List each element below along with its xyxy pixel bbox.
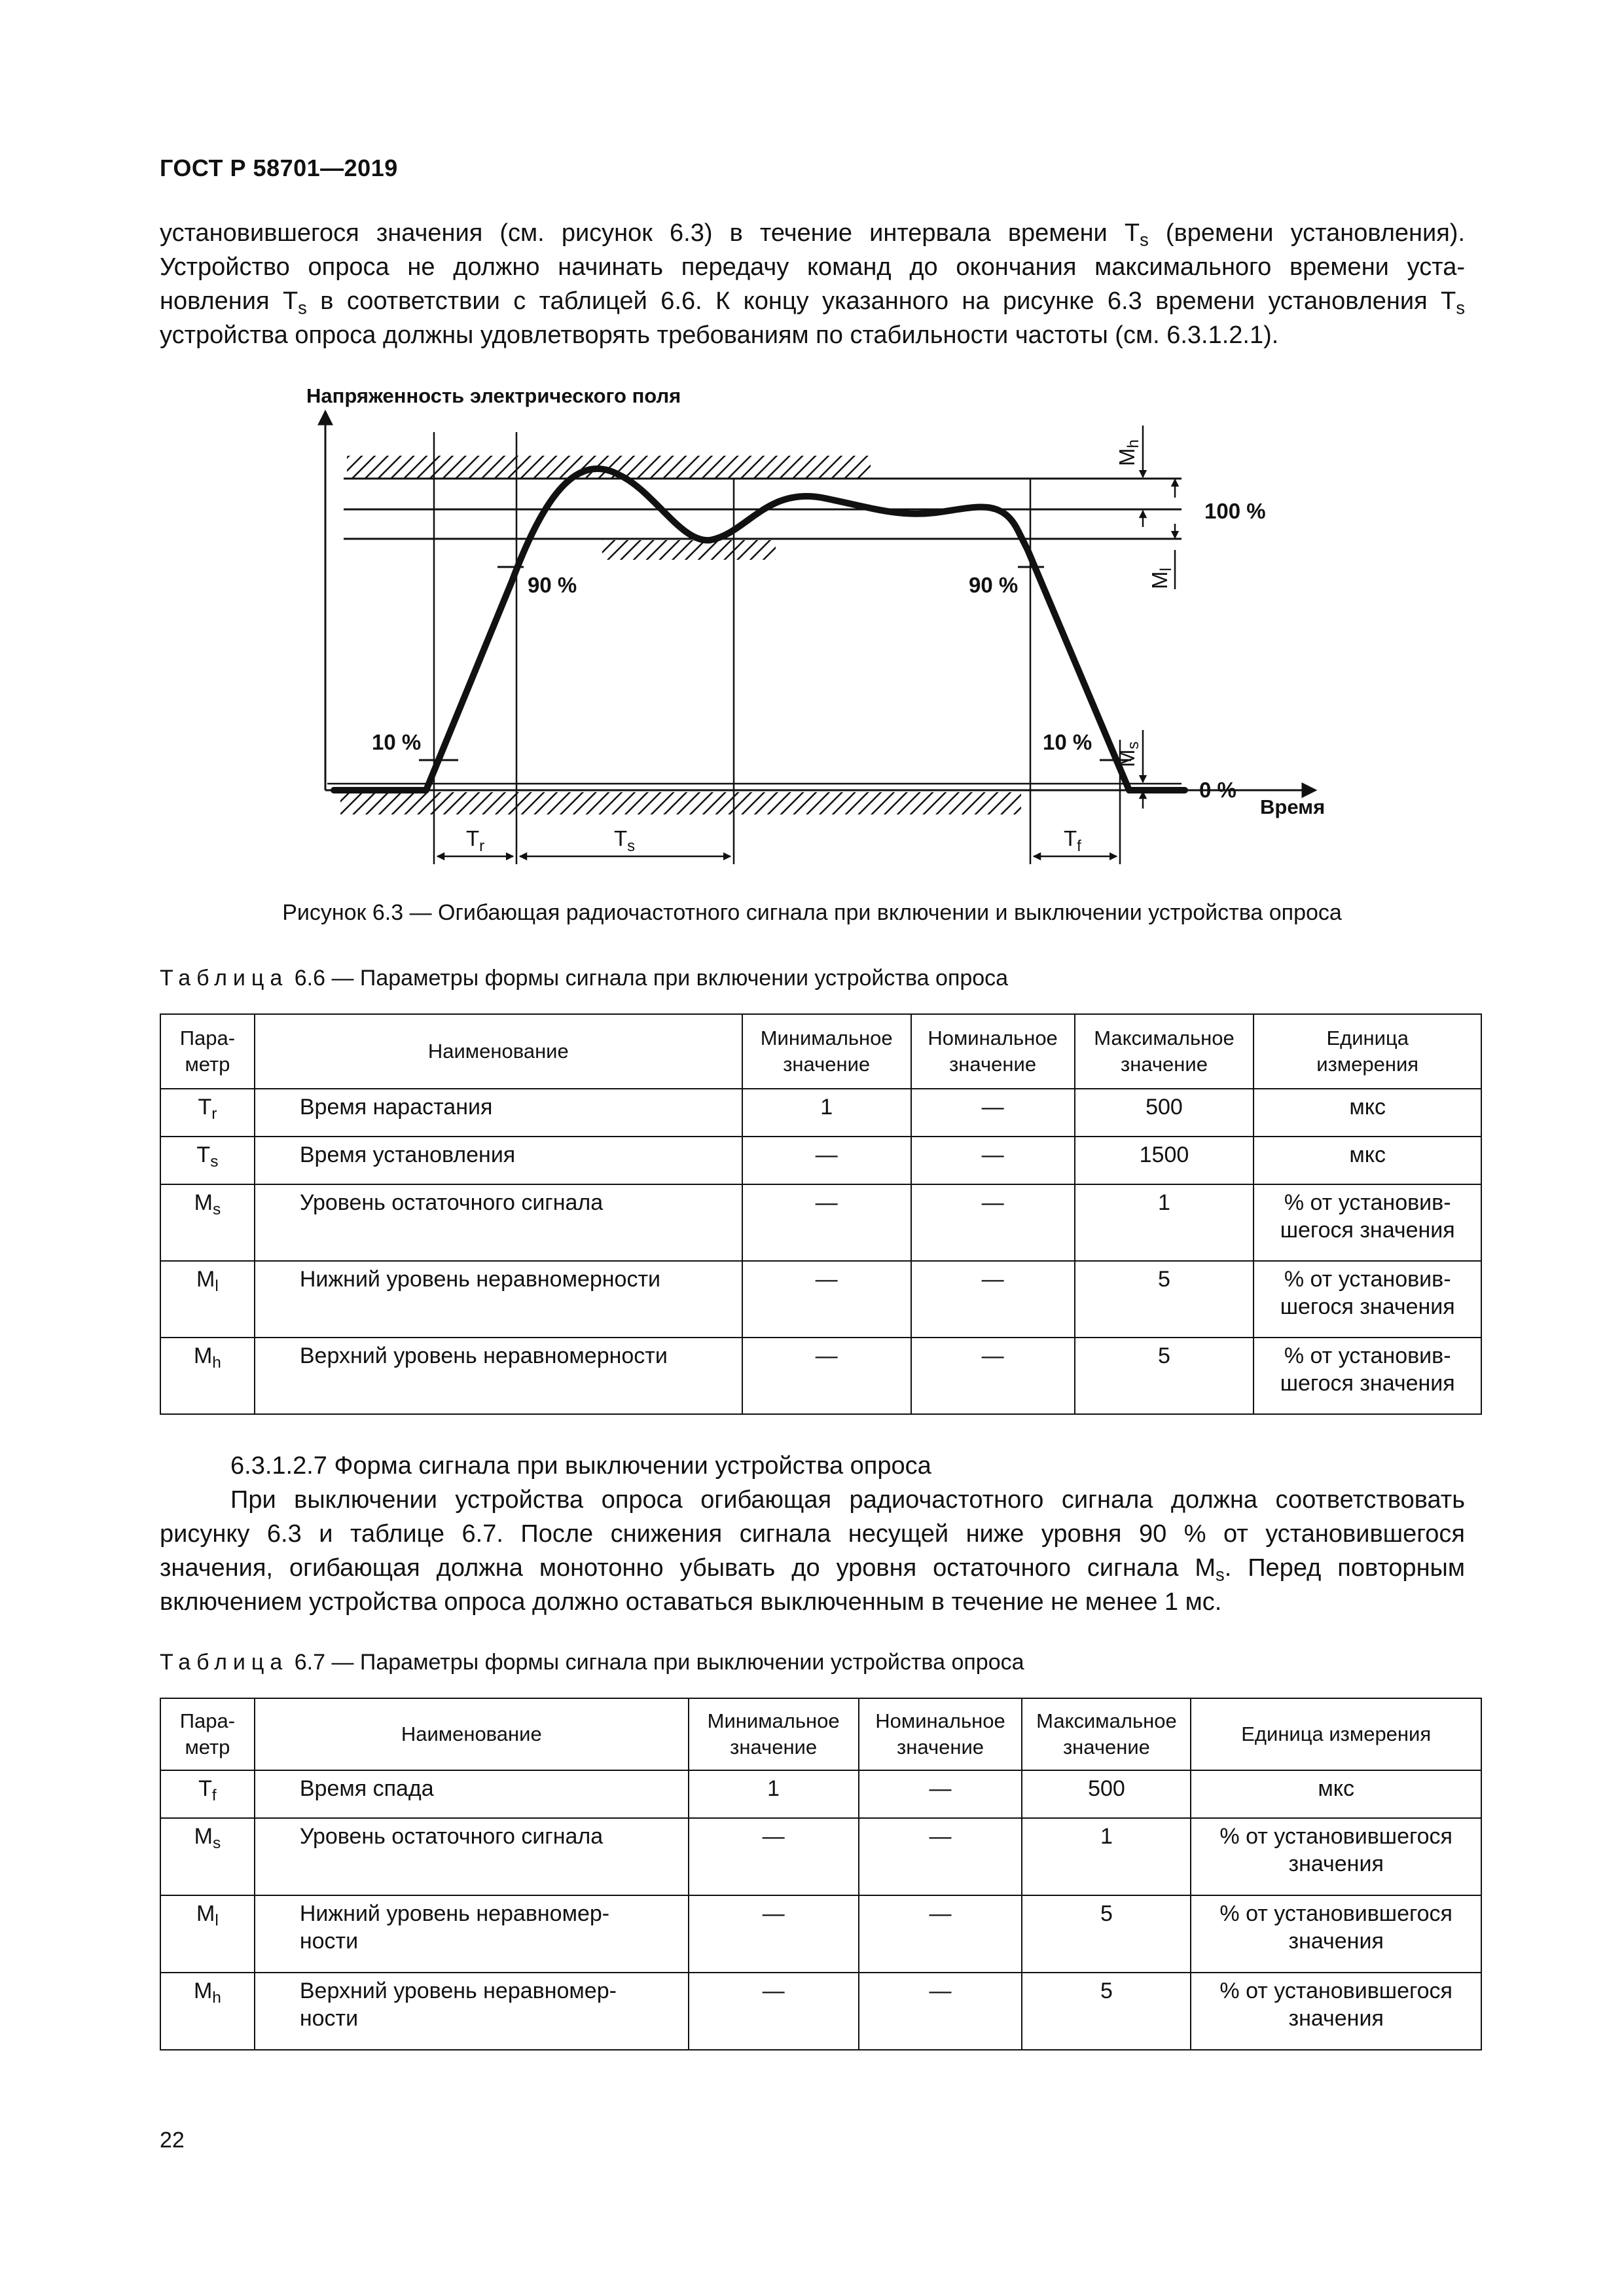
unit-cell: % от установившегося значения: [1191, 1895, 1481, 1973]
intro-line-3: новления $T_s$ в соответствии с таблицей 6.6. К концу указанного на рисунке 6.3 времени установления $T_s$: [160, 287, 1465, 318]
label-90-rise: 90 %: [528, 573, 577, 597]
unit-cell: мкс: [1254, 1137, 1481, 1184]
upper-limit-hatch: [347, 456, 871, 478]
section-6-3-1-2-7: [160, 1449, 1465, 1619]
table-66-title: Таблица 6.6 — Параметры формы сигнала при включении устройства опроса: [160, 966, 1009, 991]
intro-line-1: установившегося значения (см. рисунок 6.3) в течение интервала времени $T_s$ (времени установления).: [160, 219, 1465, 250]
max-cell: 500: [1022, 1770, 1191, 1818]
name-cell: Уровень остаточного сигнала: [255, 1184, 742, 1261]
param-cell: $M_s$: [160, 1818, 255, 1895]
max-cell: 1: [1075, 1184, 1254, 1261]
section-line-2: рисунку 6.3 и таблице 6.7. После снижения сигнала несущей ниже уровня 90 % от установившегося: [160, 1520, 1465, 1548]
col-nom: Номинальное значение: [911, 1014, 1075, 1089]
label-10-rise: 10 %: [372, 730, 422, 754]
page-header: ГОСТ Р 58701—2019: [160, 155, 398, 181]
table-67: [160, 1698, 1482, 2050]
unit-cell: мкс: [1254, 1089, 1481, 1137]
min-cell: —: [742, 1338, 911, 1414]
col-min: Минимальное значение: [689, 1698, 859, 1770]
rf-envelope-figure: [0, 0, 1624, 890]
label-0: 0 %: [1199, 778, 1236, 802]
col-unit: Единица измерения: [1254, 1014, 1481, 1089]
ts-label: $T_s$: [614, 826, 636, 855]
nom-cell: —: [859, 1895, 1022, 1973]
table-row: [160, 1338, 1481, 1414]
col-name: Наименование: [255, 1014, 742, 1089]
col-max: Максимальное значение: [1075, 1014, 1254, 1089]
figure-caption: Рисунок 6.3 — Огибающая радиочастотного сигнала при включении и выключении устройства опроса: [282, 900, 1342, 925]
max-cell: 5: [1075, 1338, 1254, 1414]
section-line-1: При выключении устройства опроса огибающая радиочастотного сигнала должна соответствовать: [230, 1486, 1465, 1514]
table-row: [160, 1895, 1481, 1973]
max-cell: 5: [1022, 1973, 1191, 2050]
table-row: [160, 1818, 1481, 1895]
max-cell: 5: [1075, 1261, 1254, 1338]
tr-label: $T_r$: [466, 826, 485, 855]
intro-line-2: Устройство опроса не должно начинать передачу команд до окончания максимального времени уста-: [160, 253, 1465, 281]
table-67-header-row: [160, 1698, 1481, 1770]
min-cell: 1: [689, 1770, 859, 1818]
name-cell: Время нарастания: [255, 1089, 742, 1137]
intro-line-4: устройства опроса должны удовлетворять требованиям по стабильности частоты (см. 6.3.1.2.1).: [160, 321, 1279, 349]
col-name: Наименование: [255, 1698, 689, 1770]
min-cell: —: [742, 1137, 911, 1184]
ms-label: Ms: [1115, 741, 1142, 767]
table-67-body: [160, 1770, 1481, 2050]
nom-cell: —: [911, 1261, 1075, 1338]
col-param: Пара- метр: [160, 1014, 255, 1089]
unit-cell: % от установив- шегося значения: [1254, 1338, 1481, 1414]
name-cell: Время установления: [255, 1137, 742, 1184]
nom-cell: —: [859, 1770, 1022, 1818]
unit-cell: % от установив- шегося значения: [1254, 1261, 1481, 1338]
x-axis-label: Время: [1260, 795, 1326, 818]
section-line-4: включением устройства опроса должно оставаться выключенным в течение не менее 1 мс.: [160, 1588, 1222, 1616]
nom-cell: —: [911, 1137, 1075, 1184]
table-row: [160, 1973, 1481, 2050]
min-cell: —: [742, 1184, 911, 1261]
label-90-fall: 90 %: [969, 573, 1019, 597]
nom-cell: —: [859, 1973, 1022, 2050]
min-cell: —: [689, 1818, 859, 1895]
table-row: [160, 1770, 1481, 1818]
section-heading: 6.3.1.2.7 Форма сигнала при выключении устройства опроса: [230, 1452, 931, 1480]
table-row: [160, 1137, 1481, 1184]
page-number: 22: [160, 2128, 185, 2153]
param-cell: $T_r$: [160, 1089, 255, 1137]
min-cell: —: [742, 1261, 911, 1338]
param-cell: $M_h$: [160, 1973, 255, 2050]
name-cell: Верхний уровень неравномер- ности: [255, 1973, 689, 2050]
param-cell: $M_s$: [160, 1184, 255, 1261]
param-cell: $M_h$: [160, 1338, 255, 1414]
max-cell: 500: [1075, 1089, 1254, 1137]
label-100: 100 %: [1204, 499, 1266, 523]
tf-label: $T_f$: [1064, 826, 1081, 855]
nom-cell: —: [859, 1818, 1022, 1895]
min-cell: 1: [742, 1089, 911, 1137]
unit-cell: % от установившегося значения: [1191, 1973, 1481, 2050]
unit-cell: % от установив- шегося значения: [1254, 1184, 1481, 1261]
min-cell: —: [689, 1895, 859, 1973]
table-row: [160, 1261, 1481, 1338]
max-cell: 1500: [1075, 1137, 1254, 1184]
max-cell: 1: [1022, 1818, 1191, 1895]
name-cell: Верхний уровень неравномерности: [255, 1338, 742, 1414]
name-cell: Время спада: [255, 1770, 689, 1818]
unit-cell: % от установившегося значения: [1191, 1818, 1481, 1895]
param-cell: $M_l$: [160, 1895, 255, 1973]
col-min: Минимальное значение: [742, 1014, 911, 1089]
section-line-3: значения, огибающая должна монотонно убывать до уровня остаточного сигнала $M_s$. Перед повторным: [160, 1554, 1465, 1585]
nom-cell: —: [911, 1184, 1075, 1261]
table-66-body: [160, 1089, 1481, 1414]
mh-label: Mh: [1115, 439, 1142, 466]
col-nom: Номинальное значение: [859, 1698, 1022, 1770]
max-cell: 5: [1022, 1895, 1191, 1973]
baseline-hatch: [340, 792, 1021, 814]
col-unit: Единица измерения: [1191, 1698, 1481, 1770]
name-cell: Уровень остаточного сигнала: [255, 1818, 689, 1895]
unit-cell: мкс: [1191, 1770, 1481, 1818]
col-max: Максимальное значение: [1022, 1698, 1191, 1770]
table-row: [160, 1184, 1481, 1261]
table-66: [160, 1013, 1482, 1415]
label-10-fall: 10 %: [1043, 730, 1092, 754]
nom-cell: —: [911, 1338, 1075, 1414]
param-cell: $T_s$: [160, 1137, 255, 1184]
table-67-title: Таблица 6.7 — Параметры формы сигнала при выключении устройства опроса: [160, 1650, 1024, 1675]
param-cell: $T_f$: [160, 1770, 255, 1818]
name-cell: Нижний уровень неравномер- ности: [255, 1895, 689, 1973]
table-66-header-row: [160, 1014, 1481, 1089]
y-axis-label: Напряженность электрического поля: [306, 384, 681, 407]
lower-ripple-hatch: [602, 540, 776, 560]
param-cell: $M_l$: [160, 1261, 255, 1338]
table-row: [160, 1089, 1481, 1137]
ml-label: Ml: [1147, 568, 1175, 589]
name-cell: Нижний уровень неравномерности: [255, 1261, 742, 1338]
min-cell: —: [689, 1973, 859, 2050]
nom-cell: —: [911, 1089, 1075, 1137]
col-param: Пара- метр: [160, 1698, 255, 1770]
